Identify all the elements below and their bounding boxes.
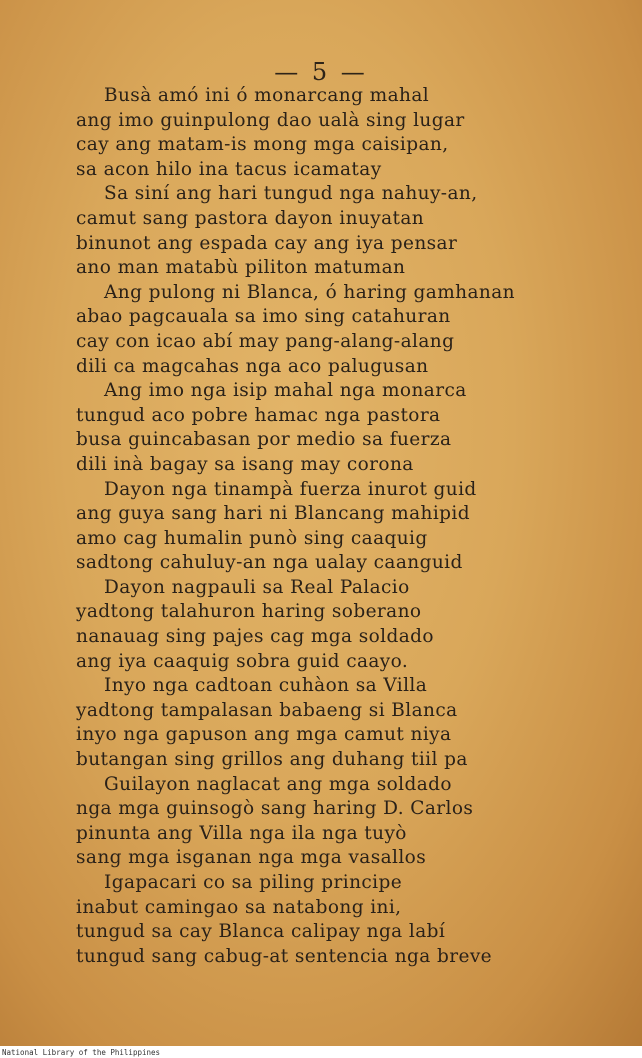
poem-line: sadtong cahuluy-an nga ualay caanguid <box>76 552 463 574</box>
poem-line: cay ang matam-is mong mga caisipan, <box>76 134 449 156</box>
poem-line: tungud sa cay Blanca calipay nga labí <box>76 921 446 943</box>
poem-line: abao pagcauala sa imo sing catahuran <box>76 306 451 328</box>
stanza <box>76 871 596 969</box>
library-credit: National Library of the Philippines <box>2 1048 161 1057</box>
poem-line: Inyo nga cadtoan cuhàon sa Villa <box>104 675 428 697</box>
poem-line: inyo nga gapuson ang mga camut niya <box>76 724 452 746</box>
stanza <box>76 84 596 182</box>
poem-line: butangan sing grillos ang duhang tiil pa <box>76 749 468 771</box>
poem-text <box>76 84 596 969</box>
poem-line: pinunta ang Villa nga ila nga tuyò <box>76 822 407 844</box>
page-number: — 5 — <box>274 58 368 86</box>
poem-line: Ang imo nga isip mahal nga monarca <box>104 380 467 402</box>
stanza <box>76 576 596 674</box>
poem-line: busa guincabasan por medio sa fuerza <box>76 429 452 451</box>
poem-line: ang imo guinpulong dao ualà sing lugar <box>76 109 465 131</box>
poem-line: Sa siní ang hari tungud nga nahuy-an, <box>104 183 478 205</box>
poem-line: Busà amó ini ó monarcang mahal <box>104 85 430 106</box>
poem-line: Igapacari co sa piling principe <box>104 872 403 893</box>
poem-line: binunot ang espada cay ang iya pensar <box>76 232 458 254</box>
poem-line: Dayon nga tinampà fuerza inurot guid <box>104 478 477 500</box>
stanza <box>76 379 596 477</box>
stanza <box>76 478 596 576</box>
poem-line: camut sang pastora dayon inuyatan <box>76 207 425 229</box>
poem-line: dili inà bagay sa isang may corona <box>76 453 414 475</box>
poem-line: amo cag humalin punò sing caaquig <box>76 527 428 549</box>
poem-line: ano man matabù piliton matuman <box>76 257 406 279</box>
poem-line: Ang pulong ni Blanca, ó haring gamhanan <box>104 281 515 303</box>
poem-line: nga mga guinsogò sang haring D. Carlos <box>76 798 474 820</box>
poem-line: dili ca magcahas nga aco palugusan <box>76 355 429 377</box>
poem-line: Dayon nagpauli sa Real Palacio <box>104 576 410 598</box>
stanza <box>76 773 596 871</box>
poem-line: sa acon hilo ina tacus icamatay <box>76 158 382 180</box>
poem-line: ang guya sang hari ni Blancang mahipid <box>76 503 470 525</box>
stanza <box>76 674 596 772</box>
poem-line: ang iya caaquig sobra guid caayo. <box>76 650 409 672</box>
poem-line: tungud aco pobre hamac nga pastora <box>76 404 441 426</box>
poem-line: tungud sang cabug-at sentencia nga breve <box>76 945 493 967</box>
poem-line: sang mga isganan nga mga vasallos <box>76 847 427 869</box>
stanza <box>76 182 596 280</box>
poem-line: cay con icao abí may pang-alang-alang <box>76 330 455 352</box>
poem-line: yadtong tampalasan babaeng si Blanca <box>76 699 458 721</box>
stanza <box>76 281 596 379</box>
poem-line: yadtong talahuron haring soberano <box>76 601 422 623</box>
poem-line: nanauag sing pajes cag mga soldado <box>76 626 434 648</box>
poem-line: Guilayon naglacat ang mga soldado <box>104 773 452 795</box>
poem-line: inabut camingao sa natabong ini, <box>76 896 402 918</box>
